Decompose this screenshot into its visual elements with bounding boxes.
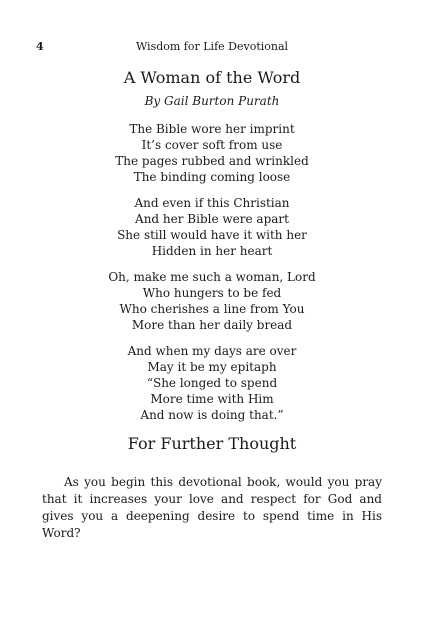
poem-line: Oh, make me such a woman, Lord (108, 270, 316, 284)
poem-line: The Bible wore her imprint (129, 122, 295, 136)
poem-line: She still would have it with her (117, 228, 307, 242)
poem-line: Hidden in her heart (151, 244, 273, 258)
stanza-2 (0, 195, 424, 259)
page-header (36, 40, 388, 56)
poem (0, 121, 424, 433)
poem-line: More time with Him (150, 392, 274, 406)
further-thought-heading: For Further Thought (127, 434, 297, 453)
poem-line: “She longed to spend (146, 376, 278, 390)
poem-line: And now is doing that.” (140, 408, 284, 422)
poem-line: Who hungers to be fed (142, 286, 282, 300)
poem-line: And her Bible were apart (135, 212, 289, 226)
poem-line: And when my days are over (127, 344, 297, 358)
poem-line: Who cherishes a line from You (119, 302, 305, 316)
poem-byline: By Gail Burton Purath (144, 94, 280, 108)
stanza-4 (0, 343, 424, 423)
poem-line: The binding coming loose (133, 170, 291, 184)
stanza-3 (0, 269, 424, 333)
poem-line: May it be my epitaph (147, 360, 277, 374)
poem-line: More than her daily bread (131, 318, 293, 332)
stanza-1 (0, 121, 424, 185)
page-number: 4 (36, 40, 44, 53)
poem-line: And even if this Christian (134, 196, 290, 210)
poem-line: It’s cover soft from use (141, 138, 283, 152)
running-head: Wisdom for Life Devotional (135, 40, 289, 53)
poem-title: A Woman of the Word (123, 68, 301, 87)
poem-line: The pages rubbed and wrinkled (115, 154, 309, 168)
further-thought-text: As you begin this devotional book, would you pray that it increases your love and respect for God and gives you a deepening desire to spend time in His Word? (42, 475, 382, 540)
